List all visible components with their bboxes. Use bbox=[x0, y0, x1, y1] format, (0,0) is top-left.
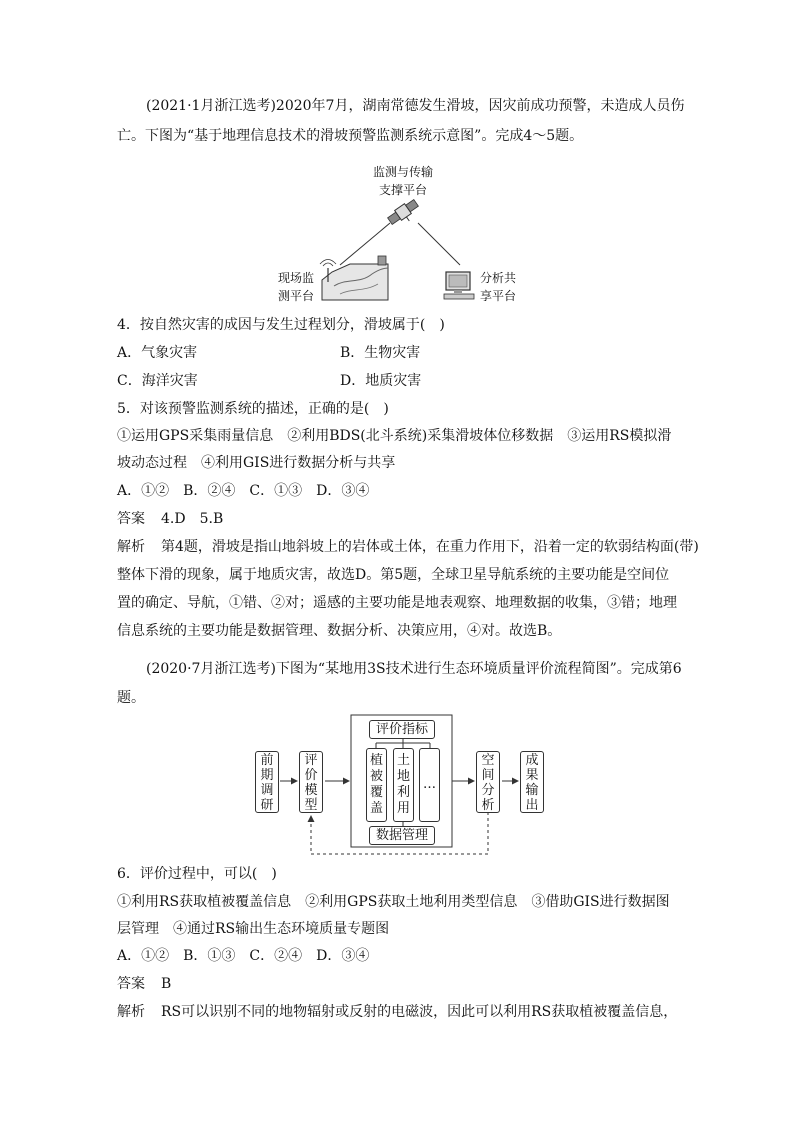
box-char: 价 bbox=[304, 768, 318, 783]
box-char: 前 bbox=[260, 753, 274, 768]
answer-4-5 bbox=[117, 510, 223, 528]
q5-statements-line1: ①运用GPS采集雨量信息 ②利用BDS(北斗系统)采集滑坡体位移数据 ③运用RS模拟滑 bbox=[117, 428, 672, 444]
box-char: 间 bbox=[481, 768, 495, 783]
box-char: 被 bbox=[369, 769, 383, 784]
q5-statements-line2: 坡动态过程 ④利用GIS进行数据分析与共享 bbox=[117, 455, 396, 471]
box-char: 型 bbox=[304, 798, 318, 813]
answer-label: 答案 bbox=[117, 976, 145, 992]
box-evaluation-index: 评价指标 bbox=[369, 720, 435, 739]
intro-4-5-line2: 亡。下图为“基于地理信息技术的滑坡预警监测系统示意图”。完成4～5题。 bbox=[117, 128, 584, 144]
analysis-4-5-line4: 信息系统的主要功能是数据管理、数据分析、决策应用，④对。故选B。 bbox=[117, 623, 562, 639]
analysis-text: RS可以识别不同的地物辐射或反射的电磁波，因此可以利用RS获取植被覆盖信息， bbox=[161, 1004, 678, 1020]
box-char: 用 bbox=[396, 801, 410, 816]
box-char: 评 bbox=[304, 753, 318, 768]
answer-value: 4.D 5.B bbox=[161, 511, 224, 527]
box-char: 植 bbox=[369, 753, 383, 768]
q6-statements-line1: ①利用RS获取植被覆盖信息 ②利用GPS获取土地利用类型信息 ③借助GIS进行数据图 bbox=[117, 894, 670, 910]
intro-6-line1: (2020·7月浙江选考)下图为“某地用3S技术进行生态环境质量评价流程简图”。完成第6 bbox=[146, 661, 682, 677]
analysis-text: 第4题，滑坡是指山地斜坡上的岩体或土体，在重力作用下，沿着一定的软弱结构面(带) bbox=[161, 539, 699, 555]
box-char: 地 bbox=[396, 769, 410, 784]
figure-right-label-line1: 分析共 bbox=[479, 271, 516, 285]
q4-option-b: B．生物灾害 bbox=[340, 345, 421, 361]
answer-6 bbox=[117, 975, 171, 993]
box-land-use bbox=[393, 748, 414, 822]
box-char: 利 bbox=[396, 785, 410, 800]
box-char: 分 bbox=[481, 783, 495, 798]
analysis-label: 解析 bbox=[117, 1004, 145, 1020]
figure-left-label-line2: 测平台 bbox=[277, 289, 314, 303]
q6-stem: 6．评价过程中，可以( ) bbox=[117, 866, 277, 882]
box-char: 成 bbox=[525, 753, 539, 768]
analysis-6-line1 bbox=[117, 1003, 677, 1021]
box-data-management: 数据管理 bbox=[369, 826, 435, 845]
box-char: 果 bbox=[525, 768, 539, 783]
box-char: 研 bbox=[260, 798, 274, 813]
q5-stem: 5．对该预警监测系统的描述，正确的是( ) bbox=[117, 401, 389, 417]
figure-top-label-line2: 支撑平台 bbox=[378, 183, 427, 197]
box-result-output bbox=[520, 751, 544, 813]
landslide-monitoring-figure bbox=[260, 160, 540, 310]
box-vegetation-cover bbox=[366, 748, 387, 822]
figure-right-label-line2: 享平台 bbox=[479, 289, 516, 303]
box-char: 析 bbox=[481, 798, 495, 813]
figure-top-label-line1: 监测与传输 bbox=[372, 165, 433, 179]
q4-option-a: A．气象灾害 bbox=[117, 345, 198, 361]
satellite-icon bbox=[386, 198, 422, 230]
box-preliminary-survey bbox=[255, 751, 279, 813]
figure-left-label-line1: 现场监 bbox=[277, 271, 314, 285]
box-char: 输 bbox=[525, 783, 539, 798]
box-char: 模 bbox=[304, 783, 318, 798]
box-char: 空 bbox=[481, 753, 495, 768]
box-evaluation-model bbox=[299, 751, 323, 813]
q4-stem: 4．按自然灾害的成因与发生过程划分，滑坡属于( ) bbox=[117, 317, 445, 333]
q4-option-c: C．海洋灾害 bbox=[117, 373, 198, 389]
box-spatial-analysis bbox=[476, 751, 500, 813]
answer-label: 答案 bbox=[117, 511, 145, 527]
box-char: 期 bbox=[260, 768, 274, 783]
box-char: 调 bbox=[260, 783, 274, 798]
landslide-slope-icon bbox=[320, 256, 388, 300]
q6-statements-line2: 层管理 ④通过RS输出生态环境质量专题图 bbox=[117, 921, 390, 937]
box-char: 土 bbox=[396, 753, 410, 768]
analysis-label: 解析 bbox=[117, 539, 145, 555]
box-char: 出 bbox=[525, 798, 539, 813]
evaluation-flow-chart bbox=[250, 712, 550, 862]
link-line-right bbox=[418, 223, 460, 265]
computer-icon bbox=[444, 272, 474, 299]
q4-option-d: D．地质灾害 bbox=[340, 373, 422, 389]
answer-value: B bbox=[161, 976, 172, 992]
box-char: 覆 bbox=[369, 785, 383, 800]
box-char: 盖 bbox=[369, 801, 383, 816]
intro-4-5-line1: (2021·1月浙江选考)2020年7月，湖南常德发生滑坡，因灾前成功预警，未造成人员伤 bbox=[146, 98, 685, 114]
q5-options: A．①② B．②④ C．①③ D．③④ bbox=[117, 483, 370, 499]
analysis-4-5-line2: 整体下滑的现象，属于地质灾害，故选D。第5题，全球卫星导航系统的主要功能是空间位 bbox=[117, 567, 670, 583]
intro-6-line2: 题。 bbox=[117, 690, 145, 706]
analysis-4-5-line1 bbox=[117, 538, 699, 556]
q6-options: A．①② B．①③ C．②④ D．③④ bbox=[117, 948, 370, 964]
analysis-4-5-line3: 置的确定、导航，①错、②对；遥感的主要功能是地表观察、地理数据的收集，③错；地理 bbox=[117, 595, 677, 611]
box-ellipsis: … bbox=[419, 748, 440, 822]
